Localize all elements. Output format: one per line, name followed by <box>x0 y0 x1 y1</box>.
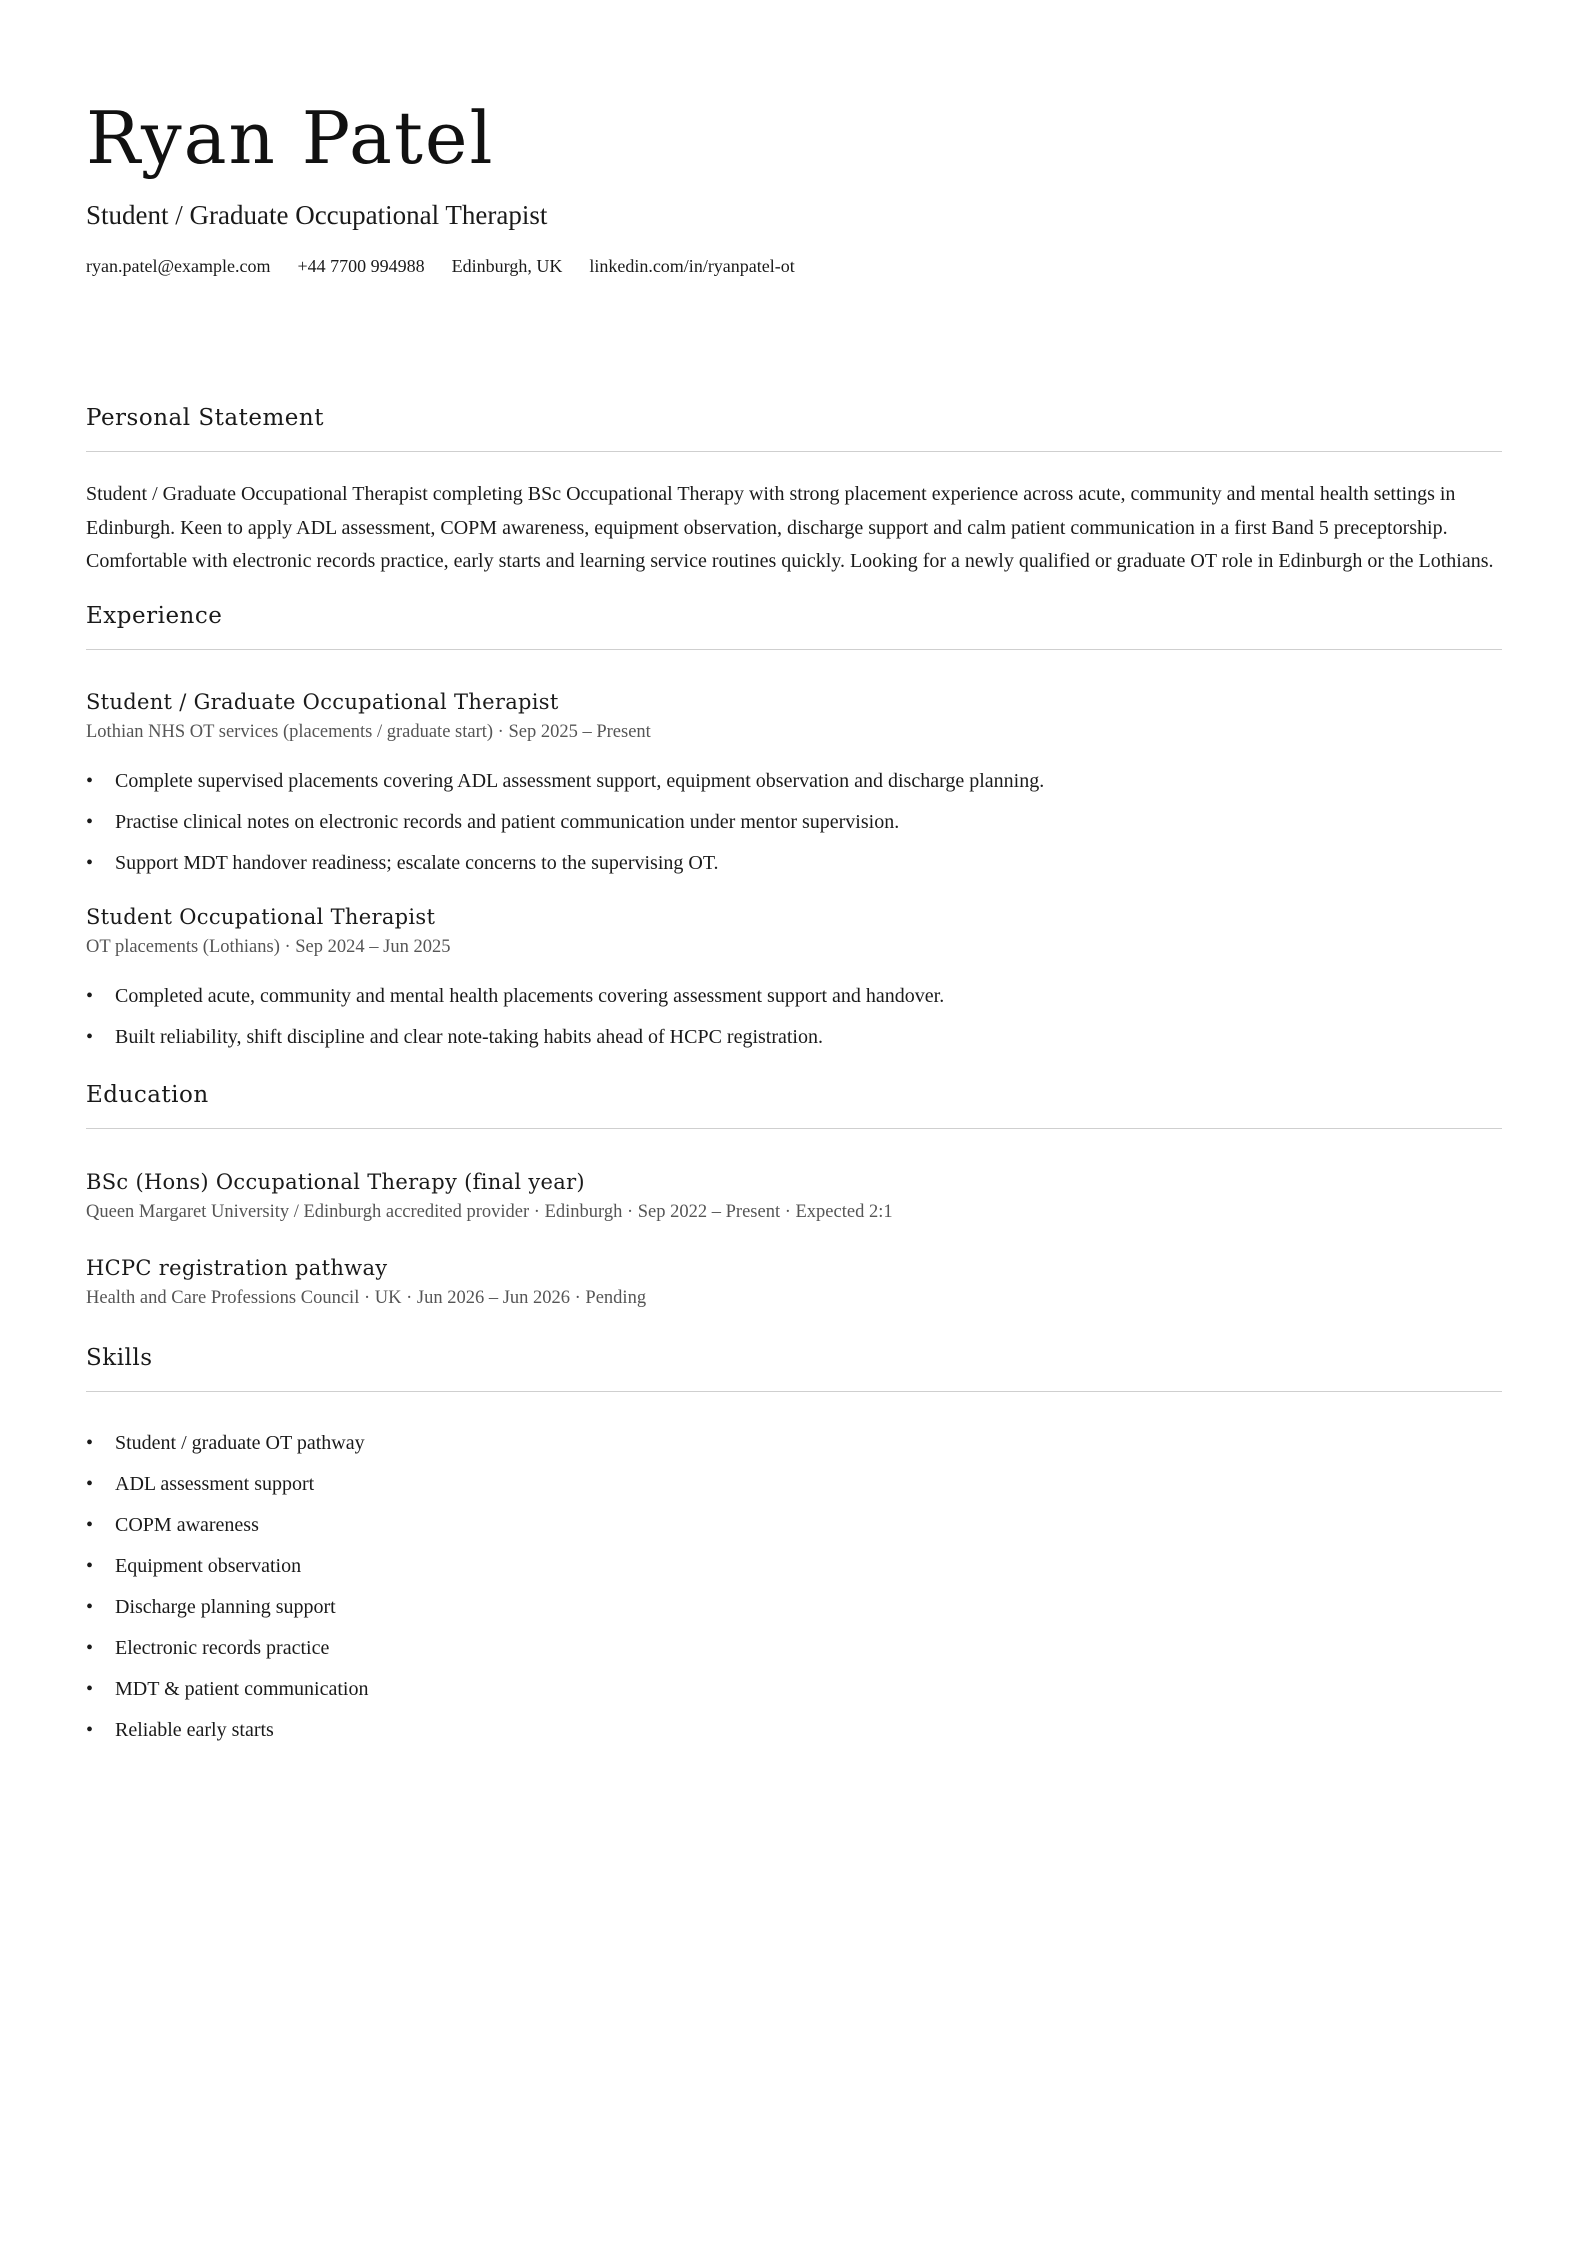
candidate-name: Ryan Patel <box>86 96 495 180</box>
section-divider <box>86 1128 1502 1129</box>
section-divider <box>86 1391 1502 1392</box>
education-entry <box>86 1168 1502 1225</box>
job-bullet: • Practise clinical notes on electronic records and patient communication under mentor supervision. <box>86 809 1502 835</box>
job-entry <box>86 903 1502 1050</box>
contact-line <box>86 254 1502 278</box>
job-entry <box>86 688 1502 876</box>
skills-section <box>86 1343 1502 1743</box>
education-degree: HCPC registration pathway <box>86 1255 388 1280</box>
skills-list <box>86 1430 1502 1743</box>
job-role: Student Occupational Therapist <box>86 904 436 929</box>
contact-location: Edinburgh, UK <box>451 256 563 276</box>
section-title-education: Education <box>86 1081 209 1108</box>
job-bullet: • Complete supervised placements covering ADL assessment support, equipment observation and discharge planning. <box>86 768 1502 794</box>
experience-section <box>86 601 1502 1050</box>
skill-item: • Equipment observation <box>86 1553 1502 1579</box>
personal-statement-section <box>86 403 1502 579</box>
education-degree: BSc (Hons) Occupational Therapy (final year) <box>86 1169 585 1194</box>
candidate-headline: Student / Graduate Occupational Therapist <box>86 200 548 230</box>
job-bullets <box>86 983 1502 1050</box>
contact-email[interactable]: ryan.patel@example.com <box>86 256 271 276</box>
skill-item: • COPM awareness <box>86 1512 1502 1538</box>
personal-statement-text: Student / Graduate Occupational Therapist completing BSc Occupational Therapy with strong placement experience across acute, community and mental health settings in Edinburgh. Keen to apply ADL assessment, COPM awareness, equipment observation, discharge support and calm patient communication in a first Band 5 preceptorship. Comfortable with electronic records practice, early starts and learning service routines quickly. Looking for a newly qualified or graduate OT role in Edinburgh or the Lothians. <box>86 483 1494 572</box>
section-title-personal-statement: Personal Statement <box>86 405 324 431</box>
contact-phone[interactable]: +44 7700 994988 <box>297 256 425 276</box>
skill-item: • MDT & patient communication <box>86 1676 1502 1702</box>
resume-header <box>86 96 1502 278</box>
section-title-skills: Skills <box>86 1344 153 1371</box>
job-bullet: • Built reliability, shift discipline and clear note-taking habits ahead of HCPC registration. <box>86 1024 1502 1050</box>
job-bullets <box>86 768 1502 876</box>
contact-linkedin[interactable]: linkedin.com/in/ryanpatel-ot <box>589 256 795 276</box>
skill-item: • Reliable early starts <box>86 1717 1502 1743</box>
skill-item: • ADL assessment support <box>86 1471 1502 1497</box>
job-bullet: • Support MDT handover readiness; escalate concerns to the supervising OT. <box>86 850 1502 876</box>
section-divider <box>86 451 1502 452</box>
job-bullet: • Completed acute, community and mental health placements covering assessment support and handover. <box>86 983 1502 1009</box>
education-meta: Health and Care Professions Council · UK · Jun 2026 – Jun 2026 · Pending <box>86 1287 647 1308</box>
education-meta: Queen Margaret University / Edinburgh accredited provider · Edinburgh · Sep 2022 – Present · Expected 2:1 <box>86 1201 893 1222</box>
section-title-experience: Experience <box>86 602 223 629</box>
section-divider <box>86 649 1502 650</box>
skill-item: • Electronic records practice <box>86 1635 1502 1661</box>
education-entry <box>86 1254 1502 1311</box>
job-role: Student / Graduate Occupational Therapist <box>86 689 559 714</box>
education-section <box>86 1080 1502 1311</box>
skill-item: • Student / graduate OT pathway <box>86 1430 1502 1456</box>
job-meta: Lothian NHS OT services (placements / graduate start) · Sep 2025 – Present <box>86 721 651 742</box>
job-meta: OT placements (Lothians) · Sep 2024 – Jun 2025 <box>86 936 451 957</box>
skill-item: • Discharge planning support <box>86 1594 1502 1620</box>
